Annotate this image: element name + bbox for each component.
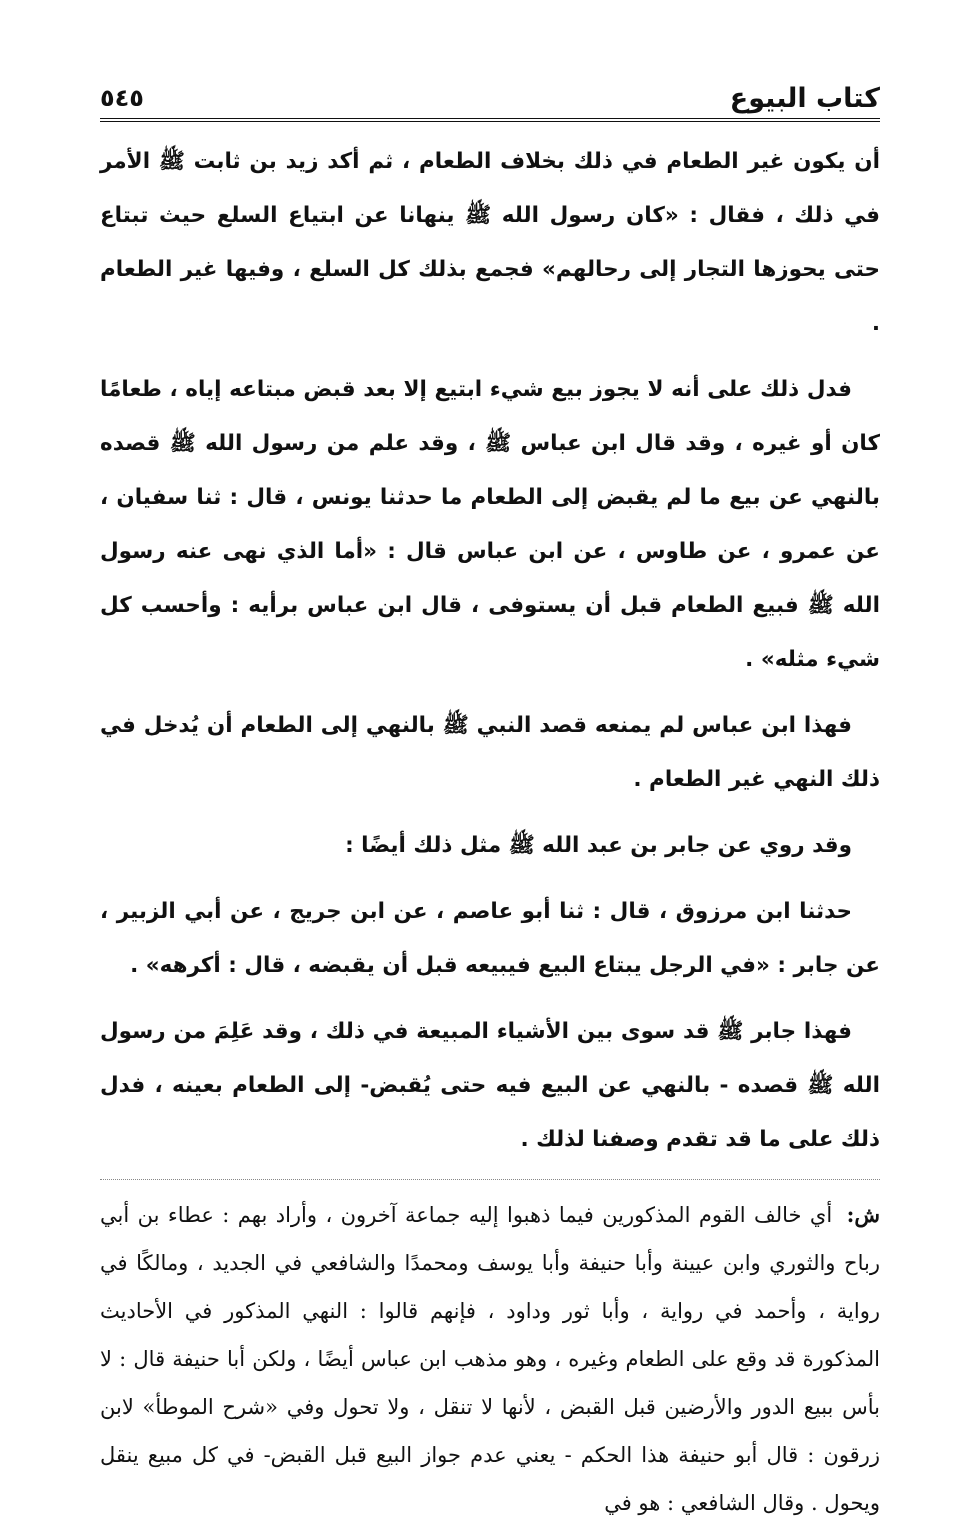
- section-divider: [100, 1179, 880, 1181]
- commentary-paragraph: [100, 1191, 880, 1527]
- running-title: كتاب البيوع: [729, 83, 880, 114]
- paragraph-5: حدثنا ابن مرزوق ، قال : ثنا أبو عاصم ، عن ابن جريج ، عن أبي الزبير ، عن جابر : «في الرجل يبتاع البيع فيبيعه قبل أن يقبضه ، قال : أكرهه» .: [100, 899, 880, 978]
- paragraph-3: فهذا ابن عباس لم يمنعه قصد النبي ﷺ بالنهي إلى الطعام أن يُدخل في ذلك النهي غير الطعام .: [100, 713, 880, 792]
- paragraph-6: فهذا جابر ﷺ قد سوى بين الأشياء المبيعة في ذلك ، وقد عَلِمَ من رسول الله ﷺ قصده - بالنهي عن البيع فيه حتى يُقبض- إلى الطعام بعينه ، فدل ذلك على ما قد تقدم وصفنا لذلك .: [100, 1019, 880, 1152]
- main-text: [100, 135, 880, 1527]
- paragraph-2: فدل ذلك على أنه لا يجوز بيع شيء ابتيع إلا بعد قبض مبتاعه إياه ، طعامًا كان أو غيره ، وقد قال ابن عباس ﷺ ، وقد علم من رسول الله ﷺ قصده بالنهي عن بيع ما لم يقبض إلى الطعام ما حدثنا يونس ، قال : ثنا سفيان ، عن عمرو ، عن طاوس ، عن ابن عباس قال : «أما الذي نهى عنه رسول الله ﷺ فبيع الطعام قبل أن يستوفى ، قال ابن عباس برأيه : وأحسب كل شيء مثله» .: [100, 377, 880, 672]
- page-number: ٥٤٥: [100, 84, 144, 112]
- commentary-marker: ش:: [846, 1202, 880, 1227]
- paragraph-4: وقد روي عن جابر بن عبد الله ﷺ مثل ذلك أيضًا :: [345, 833, 852, 858]
- paragraph-1: أن يكون غير الطعام في ذلك بخلاف الطعام ، ثم أكد زيد بن ثابت ﷺ الأمر في ذلك ، فقال : «كان رسول الله ﷺ ينهانا عن ابتياع السلع حيث تبتاع حتى يحوزها التجار إلى رحالهم» فجمع بذلك كل السلع ، وفيها غير الطعام .: [100, 149, 880, 336]
- commentary-text: أي خالف القوم المذكورين فيما ذهبوا إليه جماعة آخرون ، وأراد بهم : عطاء بن أبي رباح والثوري وابن عيينة وأبا حنيفة وأبا يوسف ومحمدًا والشافعي في الجديد ، ومالكًا في رواية ، وأحمد في رواية ، وأبا ثور وداود ، فإنهم قالوا : النهي المذكور في الأحاديث المذكورة قد وقع على الطعام وغيره ، وهو مذهب ابن عباس أيضًا ، ولكن أبا حنيفة قال : لا بأس ببيع الدور والأرضين قبل القبض ، لأنها لا تنقل ، ولا تحول وفي «شرح الموطأ» لابن زرقون : قال أبو حنيفة هذا الحكم - يعني عدم جواز البيع قبل القبض- في كل مبيع ينقل ويحول . وقال الشافعي : هو في: [100, 1203, 880, 1515]
- page-header: [100, 66, 880, 122]
